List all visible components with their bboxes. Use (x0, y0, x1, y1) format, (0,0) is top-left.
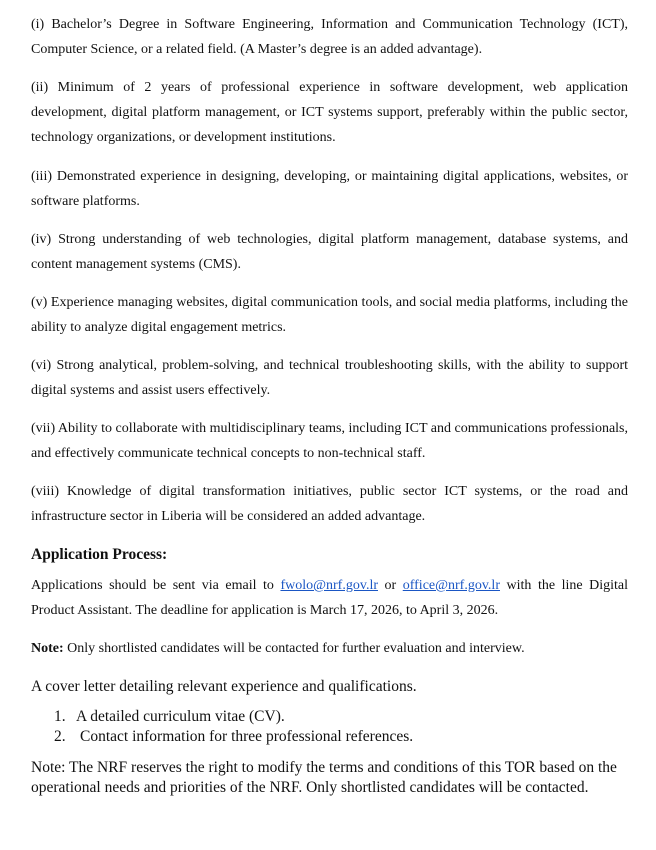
application-process-heading: Application Process: (31, 546, 168, 563)
list-number: 2. (54, 728, 66, 745)
email-link-fwolo[interactable]: fwolo@nrf.gov.lr (280, 578, 378, 593)
qualification-i: (i) Bachelor’s Degree in Software Engineering, Information and Communication Technology (ICT), Computer Science, or a related field. (A Master’s degree is an added advantage). (31, 17, 628, 57)
list-number: 1. (54, 708, 66, 725)
qualification-viii: (viii) Knowledge of digital transformation initiatives, public sector ICT systems, or the road and infrastructure sector in Liberia will be considered an added advantage. (31, 484, 628, 524)
list-text: Contact information for three professional references. (80, 728, 414, 745)
note-label: Note: (31, 641, 64, 656)
qualification-vi: (vi) Strong analytical, problem-solving, and technical troubleshooting skills, with the ability to support digital systems and assist users effectively. (31, 358, 628, 398)
application-text-after: with the line Digital Product Assistant. The deadline for application is March 17, 2026, to April 3, 2026. (31, 578, 628, 618)
nrf-disclaimer-note: Note: The NRF reserves the right to modify the terms and conditions of this TOR based on the operational needs and priorities of the NRF. Only shortlisted candidates will be contacted. (31, 759, 617, 796)
qualification-v: (v) Experience managing websites, digital communication tools, and social media platforms, including the ability to analyze digital engagement metrics. (31, 295, 628, 335)
application-text-before: Applications should be sent via email to (31, 578, 281, 593)
application-text-or: or (378, 578, 403, 593)
list-text: A detailed curriculum vitae (CV). (76, 708, 285, 725)
email-link-office[interactable]: office@nrf.gov.lr (402, 578, 500, 593)
cover-letter-text: A cover letter detailing relevant experience and qualifications. (31, 678, 417, 695)
note-text: Only shortlisted candidates will be contacted for further evaluation and interview. (63, 641, 525, 656)
application-paragraph (31, 573, 628, 623)
list-item (54, 707, 285, 727)
qualification-iv: (iv) Strong understanding of web technologies, digital platform management, database systems, and content management systems (CMS). (31, 232, 628, 272)
list-item (54, 727, 413, 747)
qualification-iii: (iii) Demonstrated experience in designing, developing, or maintaining digital applications, websites, or software platforms. (31, 169, 628, 209)
note-shortlisted (31, 636, 628, 661)
qualification-vii: (vii) Ability to collaborate with multidisciplinary teams, including ICT and communications professionals, and effectively communicate technical concepts to non-technical staff. (31, 421, 628, 461)
qualification-ii: (ii) Minimum of 2 years of professional experience in software development, web application development, digital platform management, or ICT systems support, preferably within the public sector, technology organizations, or development institutions. (31, 80, 628, 145)
